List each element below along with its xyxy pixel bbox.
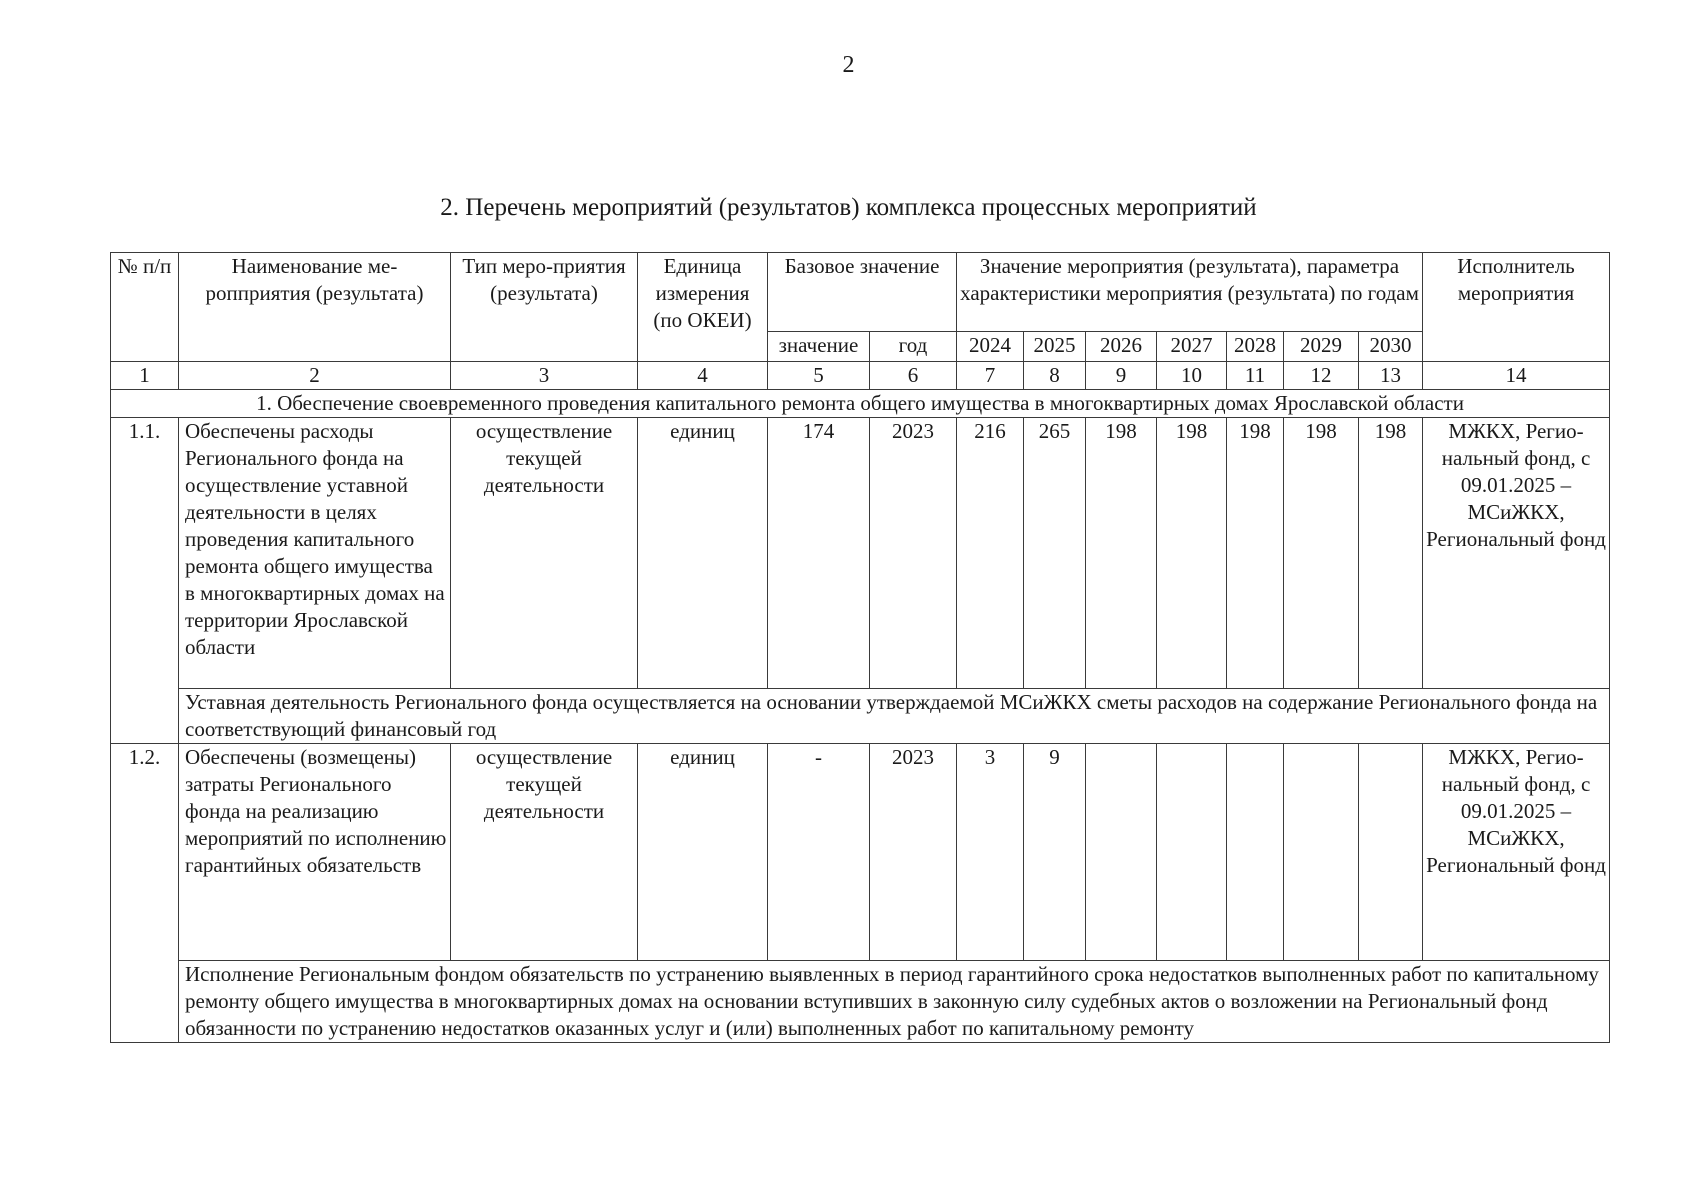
header-type: Тип меро-приятия (результата) xyxy=(451,253,638,362)
document-title: 2. Перечень мероприятий (результатов) комплекса процессных мероприятий xyxy=(440,194,1257,221)
row-value: 3 xyxy=(957,744,1024,961)
column-number: 12 xyxy=(1284,362,1359,390)
header-executor: Исполнитель мероприятия xyxy=(1423,253,1610,362)
column-number: 8 xyxy=(1024,362,1086,390)
column-number: 13 xyxy=(1359,362,1423,390)
row-value: 9 xyxy=(1024,744,1086,961)
section-row xyxy=(111,390,1610,418)
row-executor: МЖКХ, Регио-нальный фонд, с 09.01.2025 – МСиЖКХ, Региональный фонд xyxy=(1423,744,1610,961)
table-row-note xyxy=(111,689,1610,744)
row-name: Обеспечены (возмещены) затраты Регионального фонда на реализацию мероприятий по исполнению гарантийных обязательств xyxy=(179,744,451,961)
column-number: 2 xyxy=(179,362,451,390)
row-note: Исполнение Региональным фондом обязательств по устранению выявленных в период гарантийного срока недостатков выполненных работ по капитальному ремонту общего имущества в многоквартирных домах на основании вступивших в законную силу судебных актов о возложении на Региональный фонд обязанности по устранению недостатков оказанных услуг и (или) выполненных работ по капитальному ремонту xyxy=(179,961,1610,1043)
column-number: 6 xyxy=(870,362,957,390)
column-number: 10 xyxy=(1157,362,1227,390)
table-row xyxy=(111,418,1610,689)
header-base: Базовое значение xyxy=(768,253,957,332)
header-row-1 xyxy=(111,253,1610,332)
column-number: 9 xyxy=(1086,362,1157,390)
row-base-year: 2023 xyxy=(870,744,957,961)
header-year: 2028 xyxy=(1227,332,1284,362)
row-base-year: 2023 xyxy=(870,418,957,689)
row-value xyxy=(1157,744,1227,961)
column-number: 4 xyxy=(638,362,768,390)
row-value: 198 xyxy=(1157,418,1227,689)
page-number: 2 xyxy=(842,52,855,78)
section-title: 1. Обеспечение своевременного проведения капитального ремонта общего имущества в многоквартирных домах Ярославской области xyxy=(111,390,1610,418)
header-year: 2029 xyxy=(1284,332,1359,362)
row-value: 198 xyxy=(1359,418,1423,689)
row-unit: единиц xyxy=(638,744,768,961)
header-base-value: значение xyxy=(768,332,870,362)
row-type: осуществление текущей деятельности xyxy=(451,744,638,961)
row-value: 198 xyxy=(1227,418,1284,689)
row-value: 198 xyxy=(1284,418,1359,689)
row-value xyxy=(1359,744,1423,961)
column-number: 14 xyxy=(1423,362,1610,390)
row-base-value: 174 xyxy=(768,418,870,689)
row-value: 216 xyxy=(957,418,1024,689)
header-year: 2026 xyxy=(1086,332,1157,362)
row-unit: единиц xyxy=(638,418,768,689)
column-number: 3 xyxy=(451,362,638,390)
header-values: Значение мероприятия (результата), параметра характеристики мероприятия (результата) по годам xyxy=(957,253,1423,332)
header-year: 2025 xyxy=(1024,332,1086,362)
row-value: 198 xyxy=(1086,418,1157,689)
row-executor: МЖКХ, Регио-нальный фонд, с 09.01.2025 – МСиЖКХ, Региональный фонд xyxy=(1423,418,1610,689)
header-year: 2024 xyxy=(957,332,1024,362)
header-name: Наименование ме-ропприятия (результата) xyxy=(179,253,451,362)
header-unit: Единица измерения (по ОКЕИ) xyxy=(638,253,768,362)
measures-table xyxy=(110,252,1610,1043)
row-note: Уставная деятельность Регионального фонда осуществляется на основании утверждаемой МСиЖКХ сметы расходов на содержание Регионального фонда на соответствующий финансовый год xyxy=(179,689,1610,744)
table-row xyxy=(111,744,1610,961)
table-row-note xyxy=(111,961,1610,1043)
header-base-year: год xyxy=(870,332,957,362)
header-num: № п/п xyxy=(111,253,179,362)
row-value: 265 xyxy=(1024,418,1086,689)
header-year: 2027 xyxy=(1157,332,1227,362)
header-year: 2030 xyxy=(1359,332,1423,362)
column-numbers-row xyxy=(111,362,1610,390)
column-number: 1 xyxy=(111,362,179,390)
row-value xyxy=(1086,744,1157,961)
row-type: осуществление текущей деятельности xyxy=(451,418,638,689)
column-number: 11 xyxy=(1227,362,1284,390)
row-name: Обеспечены расходы Регионального фонда на осуществление уставной деятельности в целях проведения капитального ремонта общего имущества в многоквартирных домах на территории Ярославской области xyxy=(179,418,451,689)
row-base-value: - xyxy=(768,744,870,961)
row-value xyxy=(1227,744,1284,961)
column-number: 7 xyxy=(957,362,1024,390)
row-num: 1.1. xyxy=(111,418,179,744)
row-value xyxy=(1284,744,1359,961)
column-number: 5 xyxy=(768,362,870,390)
row-num: 1.2. xyxy=(111,744,179,1043)
